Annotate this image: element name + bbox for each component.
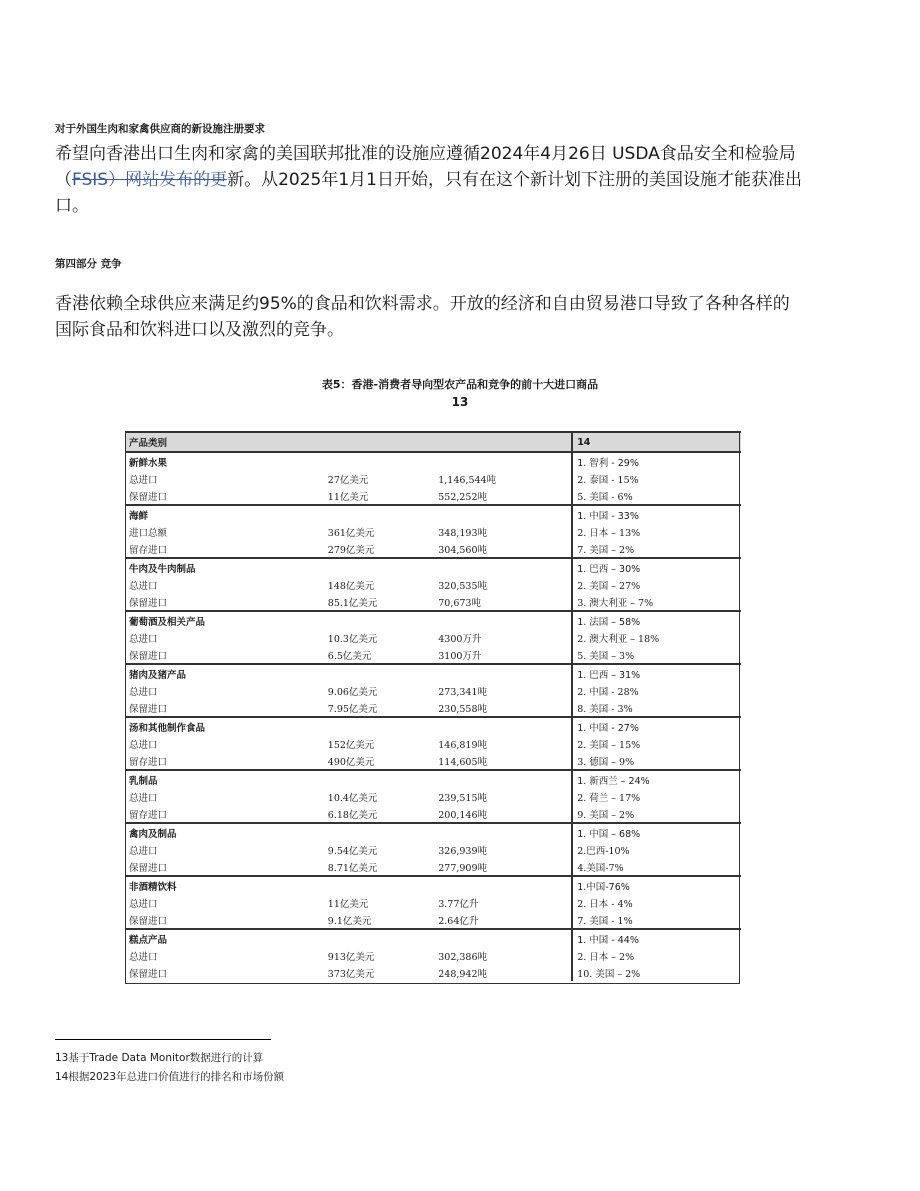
import-volume: 200,146吨 bbox=[438, 809, 488, 821]
rank-cell: 1. 巴西 – 31% bbox=[572, 664, 741, 682]
row-label: 保留进口 bbox=[129, 703, 168, 715]
table-row bbox=[125, 717, 741, 735]
empty-cell bbox=[324, 452, 434, 470]
table-row bbox=[125, 911, 741, 929]
registration-paragraph bbox=[55, 141, 805, 219]
import-value: 85.1亿美元 bbox=[327, 597, 378, 609]
table-row bbox=[125, 876, 741, 894]
category-name: 猪肉及猪产品 bbox=[125, 664, 324, 682]
section-heading-registration: 对于外国生肉和家禽供应商的新设施注册要求 bbox=[55, 123, 265, 135]
table-row bbox=[125, 841, 741, 858]
table-row bbox=[125, 452, 741, 470]
import-volume: 302,386吨 bbox=[438, 951, 488, 963]
table-row bbox=[125, 664, 741, 682]
import-value: 27亿美元 bbox=[327, 474, 369, 486]
rank-cell: 2. 美国 – 27% bbox=[572, 576, 741, 593]
table-row bbox=[125, 752, 741, 770]
row-label: 总进口 bbox=[129, 792, 158, 804]
table-row bbox=[125, 929, 741, 947]
empty-cell bbox=[434, 823, 572, 841]
rank-cell: 3. 澳大利亚 – 7% bbox=[572, 593, 741, 611]
import-value: 6.5亿美元 bbox=[327, 650, 372, 662]
empty-cell bbox=[434, 505, 572, 523]
rank-cell: 1. 法国 – 58% bbox=[572, 611, 741, 629]
table-row bbox=[125, 947, 741, 964]
empty-cell bbox=[324, 505, 434, 523]
table-row bbox=[125, 470, 741, 487]
empty-cell bbox=[434, 452, 572, 470]
empty-cell bbox=[434, 876, 572, 894]
rank-cell: 2. 泰国 - 15% bbox=[572, 470, 741, 487]
rank-cell: 2. 日本 - 4% bbox=[572, 894, 741, 911]
rank-cell: 10. 美国 – 2% bbox=[572, 964, 741, 981]
rank-cell: 2. 美国 – 15% bbox=[572, 735, 741, 752]
import-volume: 273,341吨 bbox=[438, 686, 488, 698]
import-volume: 304,560吨 bbox=[438, 544, 488, 556]
import-volume: 2.64亿升 bbox=[438, 915, 479, 927]
table-row bbox=[125, 629, 741, 646]
header-rank: 14 bbox=[572, 432, 741, 452]
rank-cell: 1. 中国 - 27% bbox=[572, 717, 741, 735]
registration-text-part2: 新。从2025年1月1日开始，只有在这个新计划下注册的美国设施才能获准出口。 bbox=[55, 170, 802, 216]
rank-cell: 8. 美国 - 3% bbox=[572, 699, 741, 717]
import-value: 11亿美元 bbox=[327, 491, 369, 503]
rank-cell: 3. 德国 – 9% bbox=[572, 752, 741, 770]
rank-cell: 1. 智利 - 29% bbox=[572, 452, 741, 470]
table-row bbox=[125, 770, 741, 788]
rank-cell: 2. 日本 – 13% bbox=[572, 523, 741, 540]
import-volume: 326,939吨 bbox=[438, 845, 488, 857]
rank-cell: 9. 美国 – 2% bbox=[572, 805, 741, 823]
category-name: 乳制品 bbox=[125, 770, 324, 788]
table-row bbox=[125, 505, 741, 523]
import-value: 6.18亿美元 bbox=[327, 809, 378, 821]
import-table-body bbox=[125, 432, 741, 981]
table-row bbox=[125, 682, 741, 699]
import-volume: 146,819吨 bbox=[438, 739, 488, 751]
table-header-row bbox=[125, 432, 741, 452]
empty-cell bbox=[434, 664, 572, 682]
import-volume: 320,535吨 bbox=[438, 580, 488, 592]
category-name: 汤和其他制作食品 bbox=[125, 717, 324, 735]
table-row bbox=[125, 487, 741, 505]
import-value: 10.3亿美元 bbox=[327, 633, 378, 645]
row-label: 总进口 bbox=[129, 898, 158, 910]
rank-cell: 7. 美国 – 2% bbox=[572, 540, 741, 558]
table-row bbox=[125, 805, 741, 823]
import-volume: 3100万升 bbox=[438, 650, 482, 662]
rank-cell: 7. 美国 - 1% bbox=[572, 911, 741, 929]
import-value: 490亿美元 bbox=[327, 756, 375, 768]
rank-cell: 2. 荷兰 – 17% bbox=[572, 788, 741, 805]
import-value: 373亿美元 bbox=[327, 968, 375, 980]
table-row bbox=[125, 964, 741, 981]
rank-cell: 2.巴西-10% bbox=[572, 841, 741, 858]
import-volume: 348,193吨 bbox=[438, 527, 488, 539]
competition-paragraph: 香港依赖全球供应来满足约95%的食品和饮料需求。开放的经济和自由贸易港口导致了各种各样的国际食品和饮料进口以及激烈的竞争。 bbox=[55, 294, 790, 340]
import-value: 913亿美元 bbox=[327, 951, 375, 963]
category-name: 糕点产品 bbox=[125, 929, 324, 947]
import-value: 9.54亿美元 bbox=[327, 845, 378, 857]
empty-cell bbox=[324, 717, 434, 735]
category-name: 海鲜 bbox=[125, 505, 324, 523]
import-value: 11亿美元 bbox=[327, 898, 369, 910]
empty-cell bbox=[324, 929, 434, 947]
header-category: 产品类别 bbox=[125, 432, 572, 452]
import-table bbox=[125, 431, 741, 981]
table-row bbox=[125, 611, 741, 629]
table-row bbox=[125, 576, 741, 593]
section-heading-competition: 第四部分 竞争 bbox=[55, 258, 122, 270]
footnote-13: 13基于Trade Data Monitor数据进行的计算 bbox=[55, 1052, 264, 1064]
table-row bbox=[125, 894, 741, 911]
row-label: 保留进口 bbox=[129, 491, 168, 503]
rank-cell: 4.美国-7% bbox=[572, 858, 741, 876]
footnote-rule bbox=[55, 1039, 271, 1040]
registration-text-part1: 希望向香港出口生肉和家禽的美国联邦批准的设施应遵循2024年4月26日 USDA食品安全和检验局（ bbox=[55, 144, 796, 190]
category-name: 牛肉及牛肉制品 bbox=[125, 558, 324, 576]
import-volume: 3.77亿升 bbox=[438, 898, 479, 910]
row-label: 总进口 bbox=[129, 580, 158, 592]
table-row bbox=[125, 523, 741, 540]
registration-text-struck: FSIS）网站发布的更 bbox=[72, 170, 228, 190]
category-name: 新鲜水果 bbox=[125, 452, 324, 470]
row-label: 保留进口 bbox=[129, 650, 168, 662]
import-value: 8.71亿美元 bbox=[327, 862, 378, 874]
rank-cell: 5. 美国 - 6% bbox=[572, 487, 741, 505]
empty-cell bbox=[324, 558, 434, 576]
table-footnote-mark: 13 bbox=[451, 395, 469, 409]
row-label: 留存进口 bbox=[129, 809, 168, 821]
row-label: 总进口 bbox=[129, 739, 158, 751]
empty-cell bbox=[324, 770, 434, 788]
rank-cell: 2. 澳大利亚 – 18% bbox=[572, 629, 741, 646]
empty-cell bbox=[324, 823, 434, 841]
category-name: 非酒精饮料 bbox=[125, 876, 324, 894]
table-row bbox=[125, 823, 741, 841]
import-volume: 552,252吨 bbox=[438, 491, 488, 503]
empty-cell bbox=[434, 611, 572, 629]
rank-cell: 1.中国-76% bbox=[572, 876, 741, 894]
empty-cell bbox=[324, 611, 434, 629]
empty-cell bbox=[434, 558, 572, 576]
table-row bbox=[125, 646, 741, 664]
table-row bbox=[125, 699, 741, 717]
row-label: 留存进口 bbox=[129, 756, 168, 768]
import-volume: 1,146,544吨 bbox=[438, 474, 497, 486]
rank-cell: 1. 新西兰 – 24% bbox=[572, 770, 741, 788]
row-label: 保留进口 bbox=[129, 862, 168, 874]
rank-cell: 2. 日本 – 2% bbox=[572, 947, 741, 964]
row-label: 总进口 bbox=[129, 633, 158, 645]
table-row bbox=[125, 788, 741, 805]
footnote-14: 14根据2023年总进口价值进行的排名和市场份额 bbox=[55, 1071, 285, 1083]
row-label: 总进口 bbox=[129, 951, 158, 963]
rank-cell: 1. 中国 - 44% bbox=[572, 929, 741, 947]
import-value: 7.95亿美元 bbox=[327, 703, 378, 715]
row-label: 总进口 bbox=[129, 474, 158, 486]
rank-cell: 2. 中国 - 28% bbox=[572, 682, 741, 699]
table-row bbox=[125, 735, 741, 752]
import-value: 361亿美元 bbox=[327, 527, 375, 539]
import-volume: 114,605吨 bbox=[438, 756, 488, 768]
table-row bbox=[125, 558, 741, 576]
import-volume: 70,673吨 bbox=[438, 597, 481, 609]
row-label: 总进口 bbox=[129, 686, 158, 698]
import-value: 279亿美元 bbox=[327, 544, 375, 556]
category-name: 葡萄酒及相关产品 bbox=[125, 611, 324, 629]
import-volume: 277,909吨 bbox=[438, 862, 488, 874]
import-value: 152亿美元 bbox=[327, 739, 375, 751]
import-value: 9.06亿美元 bbox=[327, 686, 378, 698]
empty-cell bbox=[324, 876, 434, 894]
rank-cell: 5. 美国 – 3% bbox=[572, 646, 741, 664]
table-row bbox=[125, 593, 741, 611]
import-volume: 230,558吨 bbox=[438, 703, 488, 715]
empty-cell bbox=[434, 717, 572, 735]
import-value: 148亿美元 bbox=[327, 580, 375, 592]
row-label: 保留进口 bbox=[129, 968, 168, 980]
table-row bbox=[125, 540, 741, 558]
import-value: 10.4亿美元 bbox=[327, 792, 378, 804]
import-volume: 239,515吨 bbox=[438, 792, 488, 804]
empty-cell bbox=[434, 770, 572, 788]
category-name: 禽肉及制品 bbox=[125, 823, 324, 841]
import-volume: 248,942吨 bbox=[438, 968, 488, 980]
rank-cell: 1. 中国 – 68% bbox=[572, 823, 741, 841]
row-label: 进口总额 bbox=[129, 527, 168, 539]
rank-cell: 1. 中国 - 33% bbox=[572, 505, 741, 523]
table-row bbox=[125, 858, 741, 876]
import-value: 9.1亿美元 bbox=[327, 915, 372, 927]
row-label: 保留进口 bbox=[129, 597, 168, 609]
table-title: 表5：香港-消费者导向型农产品和竞争的前十大进口商品 bbox=[321, 378, 599, 391]
import-volume: 4300万升 bbox=[438, 633, 482, 645]
empty-cell bbox=[324, 664, 434, 682]
empty-cell bbox=[434, 929, 572, 947]
row-label: 保留进口 bbox=[129, 915, 168, 927]
row-label: 留存进口 bbox=[129, 544, 168, 556]
row-label: 总进口 bbox=[129, 845, 158, 857]
rank-cell: 1. 巴西 – 30% bbox=[572, 558, 741, 576]
